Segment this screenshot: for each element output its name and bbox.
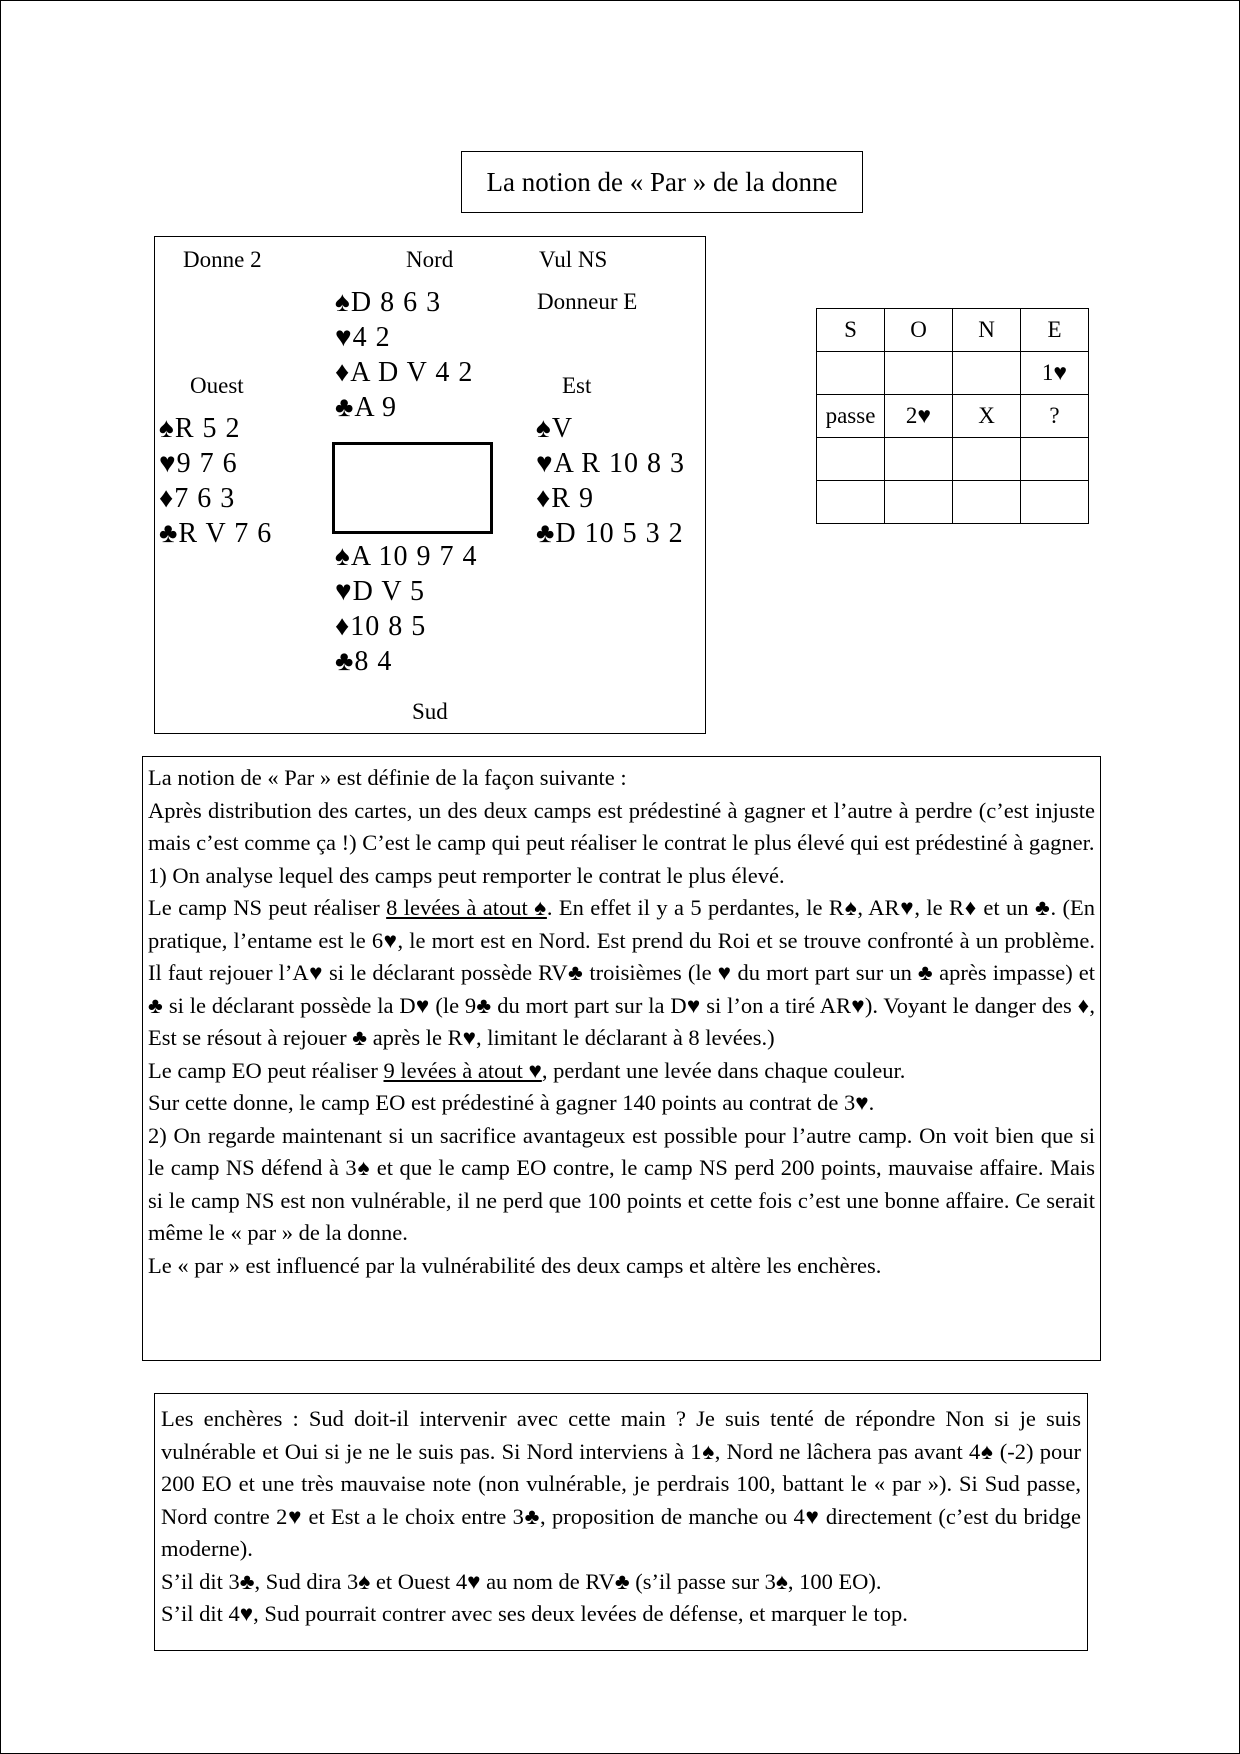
south-hand bbox=[335, 539, 478, 679]
card-table bbox=[332, 442, 493, 534]
header-north: N bbox=[953, 309, 1021, 352]
text-run: Le camp NS peut réaliser bbox=[148, 895, 387, 920]
paragraph: Sur cette donne, le camp EO est prédestiné à gagner 140 points au contrat de 3♥. bbox=[148, 1090, 875, 1115]
bid-cell: X bbox=[953, 395, 1021, 438]
south-spades: ♠A 10 9 7 4 bbox=[335, 541, 478, 572]
bidding-row bbox=[817, 481, 1089, 524]
south-diamonds: ♦10 8 5 bbox=[335, 611, 427, 642]
bid-cell bbox=[953, 438, 1021, 481]
bid-cell bbox=[885, 438, 953, 481]
north-hand bbox=[335, 285, 473, 425]
bidding-table bbox=[816, 308, 1089, 524]
bid-cell bbox=[885, 481, 953, 524]
west-label: Ouest bbox=[190, 373, 244, 398]
north-spades: ♠D 8 6 3 bbox=[335, 287, 442, 318]
bidding-header-row bbox=[817, 309, 1089, 352]
east-diamonds: ♦R 9 bbox=[536, 483, 594, 514]
south-hearts: ♥D V 5 bbox=[335, 576, 426, 607]
bid-cell bbox=[953, 481, 1021, 524]
underlined-text: 8 levées à atout ♠ bbox=[386, 895, 547, 920]
east-label: Est bbox=[562, 373, 592, 398]
paragraph: 1) On analyse lequel des camps peut remporter le contrat le plus élevé. bbox=[148, 862, 785, 888]
par-explanation-box bbox=[142, 756, 1101, 1361]
north-clubs: ♣A 9 bbox=[335, 392, 398, 423]
header-west: O bbox=[885, 309, 953, 352]
vulnerability: Vul NS bbox=[539, 247, 608, 272]
bid-cell bbox=[817, 481, 885, 524]
west-hand bbox=[159, 411, 272, 551]
page-title: La notion de « Par » de la donne bbox=[461, 151, 863, 213]
text-run: . En effet il y a 5 perdantes, le R♠, AR♥, le R♦ et un ♣. (En pratique, l’entame est le 6♥, le mort est en Nord. Est prend du Roi et se trouve confronté à un problème. Il faut rejouer l’A♥ si le déclarant possède RV♣ troisièmes (le ♥ du mort part sur un ♣ après impasse) et ♣ si le déclarant possède la D♥ (le 9♣ du mort part sur la D♥ si l’on a tiré AR♥). Voyant le danger des ♦, Est se résout à rejouer ♣ après le R♥, limitant le déclarant à 8 levées.) bbox=[148, 895, 1095, 1050]
bid-cell: 2♥ bbox=[885, 395, 953, 438]
text-run: Le camp EO peut réaliser bbox=[148, 1057, 384, 1083]
bid-cell: ? bbox=[1021, 395, 1089, 438]
bid-cell bbox=[885, 352, 953, 395]
paragraph: Après distribution des cartes, un des deux camps est prédestiné à gagner et l’autre à perdre (c’est injuste mais c’est comme ça !) C’est le camp qui peut réaliser le contrat le plus élevé qui est prédestiné à gagner. bbox=[148, 797, 1095, 855]
paragraph: Le « par » est influencé par la vulnérabilité des deux camps et altère les enchères. bbox=[148, 1252, 882, 1278]
bid-cell bbox=[1021, 438, 1089, 481]
bid-cell bbox=[817, 352, 885, 395]
bidding-row bbox=[817, 352, 1089, 395]
south-label: Sud bbox=[412, 699, 448, 724]
bidding-row bbox=[817, 438, 1089, 481]
header-east: E bbox=[1021, 309, 1089, 352]
paragraph bbox=[148, 892, 1095, 1055]
bid-cell bbox=[817, 438, 885, 481]
west-hearts: ♥9 7 6 bbox=[159, 448, 238, 479]
bid-cell bbox=[1021, 481, 1089, 524]
bid-cell bbox=[953, 352, 1021, 395]
bidding-row bbox=[817, 395, 1089, 438]
paragraph: S’il dit 3♣, Sud dira 3♠ et Ouest 4♥ au nom de RV♣ (s’il passe sur 3♠, 100 EO). bbox=[161, 1568, 882, 1594]
south-clubs: ♣8 4 bbox=[335, 646, 393, 677]
text-run: , perdant une levée dans chaque couleur. bbox=[541, 1057, 906, 1083]
east-hand bbox=[536, 411, 685, 551]
paragraph bbox=[148, 1055, 1095, 1088]
bidding-discussion-box bbox=[154, 1393, 1088, 1651]
west-spades: ♠R 5 2 bbox=[159, 413, 241, 444]
east-hearts: ♥A R 10 8 3 bbox=[536, 448, 685, 479]
east-clubs: ♣D 10 5 3 2 bbox=[536, 518, 684, 549]
east-spades: ♠V bbox=[536, 413, 574, 444]
west-diamonds: ♦7 6 3 bbox=[159, 483, 236, 514]
paragraph: Les enchères : Sud doit-il intervenir avec cette main ? Je suis tenté de répondre Non si je suis vulnérable et Oui si je ne le suis pas. Si Nord interviens à 1♠, Nord ne lâchera pas avant 4♠ (-2) pour 200 EO et une très mauvaise note (non vulnérable, je perdrais 100, battant le « par »). Si Sud passe, Nord contre 2♥ et Est a le choix entre 3♣, proposition de manche ou 4♥ directement (c’est du bridge moderne). bbox=[161, 1406, 1081, 1561]
underlined-text: 9 levées à atout ♥ bbox=[383, 1057, 542, 1083]
north-label: Nord bbox=[406, 247, 454, 272]
west-clubs: ♣R V 7 6 bbox=[159, 518, 273, 549]
deal-diagram bbox=[154, 236, 706, 734]
paragraph: La notion de « Par » est définie de la façon suivante : bbox=[148, 765, 627, 790]
header-south: S bbox=[817, 309, 885, 352]
deal-number: Donne 2 bbox=[183, 247, 262, 272]
north-hearts: ♥4 2 bbox=[335, 322, 391, 353]
paragraph: S’il dit 4♥, Sud pourrait contrer avec ses deux levées de défense, et marquer le top. bbox=[161, 1601, 908, 1626]
paragraph: 2) On regarde maintenant si un sacrifice avantageux est possible pour l’autre camp. On voit bien que si le camp NS défend à 3♠ et que le camp EO contre, le camp NS perd 200 points, mauvaise affaire. Mais si le camp NS est non vulnérable, il ne perd que 100 points et cette fois c’est une bonne affaire. Ce serait même le « par » de la donne. bbox=[148, 1122, 1095, 1245]
bid-cell: passe bbox=[817, 395, 885, 438]
north-diamonds: ♦A D V 4 2 bbox=[335, 357, 474, 388]
bid-cell: 1♥ bbox=[1021, 352, 1089, 395]
dealer: Donneur E bbox=[537, 289, 638, 314]
